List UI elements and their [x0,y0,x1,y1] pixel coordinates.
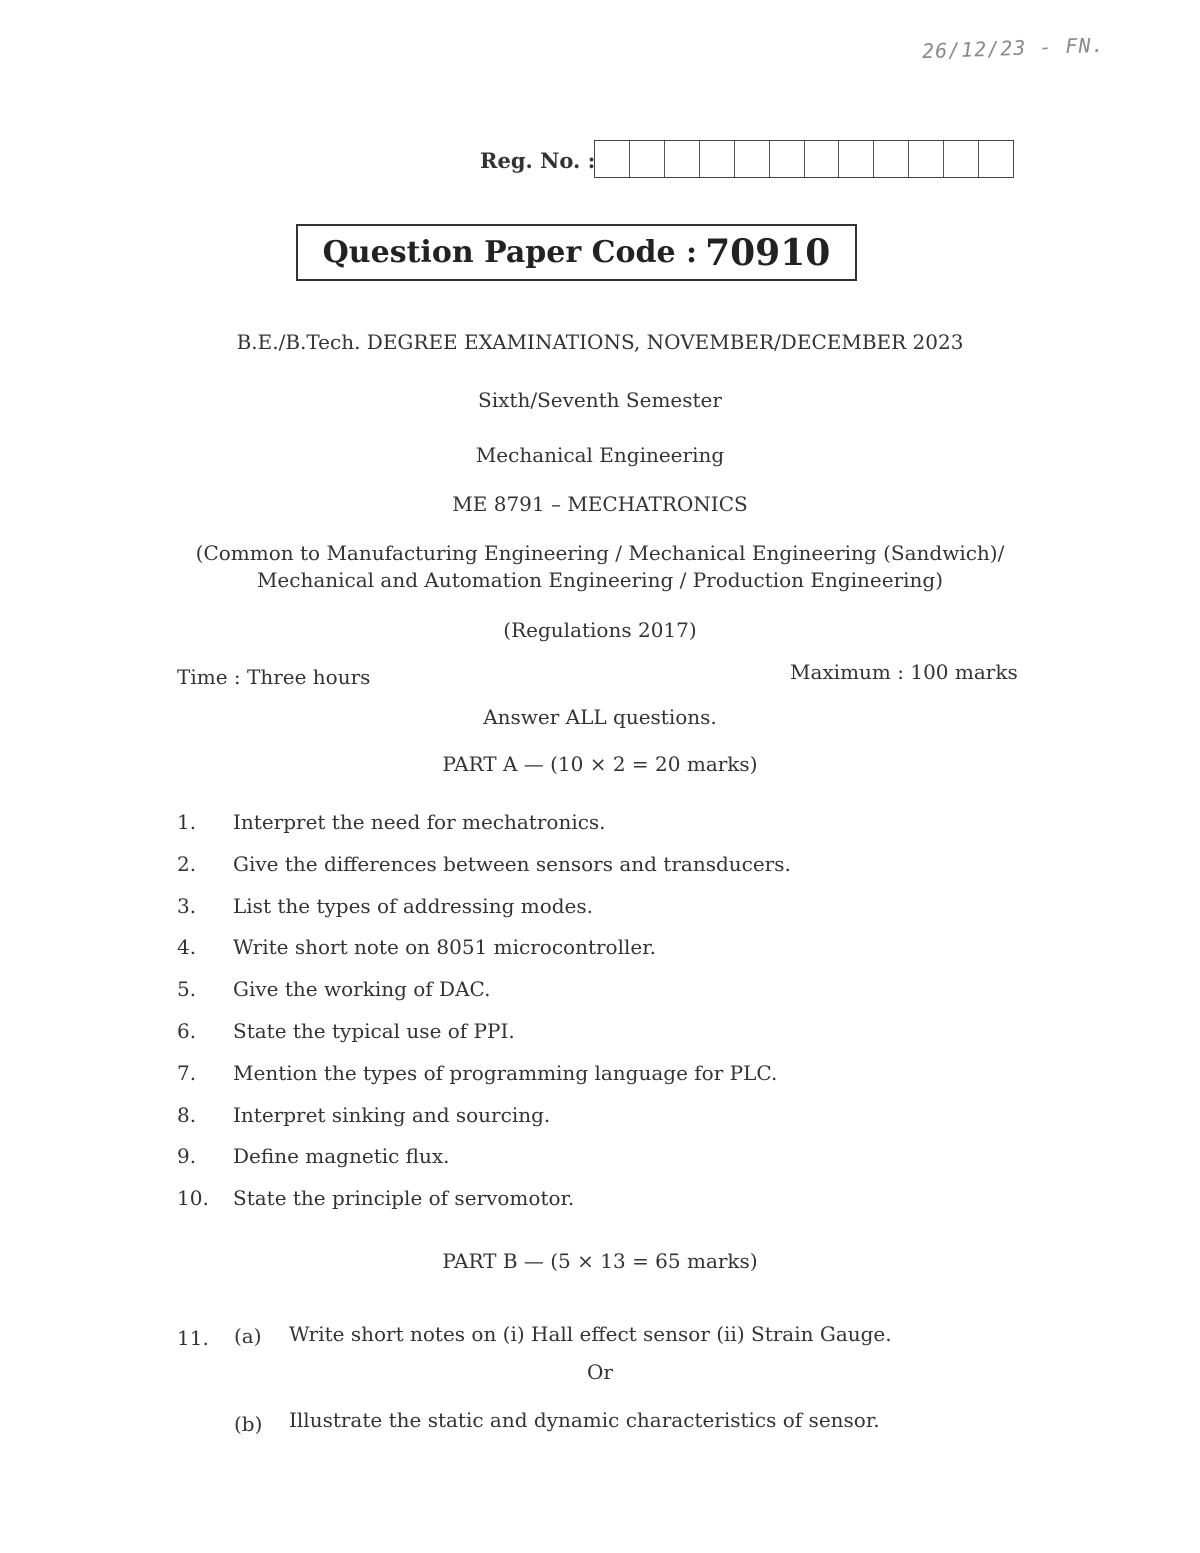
question-number: 9. [177,1144,197,1168]
question-number: 5. [177,977,197,1001]
question-text: List the types of addressing modes. [233,894,593,918]
question-text: Interpret the need for mechatronics. [233,810,606,834]
reg-no-box [665,141,700,177]
question-text: Define magnetic flux. [233,1144,450,1168]
reg-no-box [630,141,665,177]
question-item [177,810,977,840]
question-paper-code [296,224,857,281]
department: Mechanical Engineering [475,443,725,467]
option-label-a: (a) [234,1324,262,1348]
question-item [177,894,977,924]
or-separator: Or [587,1360,613,1384]
reg-no-label: Reg. No. : [480,148,596,173]
question-item [177,1103,977,1133]
handwritten-date: 26/12/23 - FN. [921,32,1105,64]
question-number: 11. [177,1326,209,1350]
question-item [177,1019,977,1049]
question-number: 10. [177,1186,209,1210]
question-text: Illustrate the static and dynamic characteristics of sensor. [289,1408,880,1432]
option-label-b: (b) [234,1412,263,1436]
reg-no-box [944,141,979,177]
question-item [177,1061,977,1091]
reg-no-box [735,141,770,177]
reg-no-boxes [594,140,1014,178]
question-text: Write short notes on (i) Hall effect sensor (ii) Strain Gauge. [289,1322,892,1346]
question-item [177,852,977,882]
question-number: 2. [177,852,197,876]
code-label: Question Paper Code : [322,235,698,270]
reg-no-box [700,141,735,177]
question-item [177,1186,977,1216]
common-line-1: (Common to Manufacturing Engineering / Mechanical Engineering (Sandwich)/ [195,541,1005,565]
reg-no-box [839,141,874,177]
code-number: 70910 [705,231,831,274]
question-item [177,1144,977,1174]
maximum-marks: Maximum : 100 marks [790,660,1018,684]
question-number: 7. [177,1061,197,1085]
part-b-heading: PART B — (5 × 13 = 65 marks) [442,1249,758,1273]
reg-no-box [595,141,630,177]
question-item [177,935,977,965]
question-number: 4. [177,935,197,959]
part-a-heading: PART A — (10 × 2 = 20 marks) [442,752,758,776]
time-allowed: Time : Three hours [177,665,371,689]
instruction: Answer ALL questions. [483,705,717,729]
question-number: 1. [177,810,197,834]
question-text: State the principle of servomotor. [233,1186,575,1210]
question-number: 8. [177,1103,197,1127]
question-item [177,977,977,1007]
reg-no-box [770,141,805,177]
question-number: 3. [177,894,197,918]
question-text: Give the differences between sensors and transducers. [233,852,791,876]
question-number: 6. [177,1019,197,1043]
question-text: State the typical use of PPI. [233,1019,515,1043]
question-text: Interpret sinking and sourcing. [233,1103,551,1127]
exam-title: B.E./B.Tech. DEGREE EXAMINATIONS, NOVEMBER/DECEMBER 2023 [236,330,964,354]
common-line-2: Mechanical and Automation Engineering / Production Engineering) [256,568,944,592]
subject: ME 8791 – MECHATRONICS [452,492,748,516]
reg-no-box [909,141,944,177]
reg-no-box [979,141,1013,177]
regulations: (Regulations 2017) [503,618,697,642]
semester: Sixth/Seventh Semester [478,388,722,412]
question-text: Mention the types of programming language for PLC. [233,1061,778,1085]
question-text: Give the working of DAC. [233,977,491,1001]
question-text: Write short note on 8051 microcontroller. [233,935,656,959]
reg-no-box [805,141,840,177]
reg-no-box [874,141,909,177]
